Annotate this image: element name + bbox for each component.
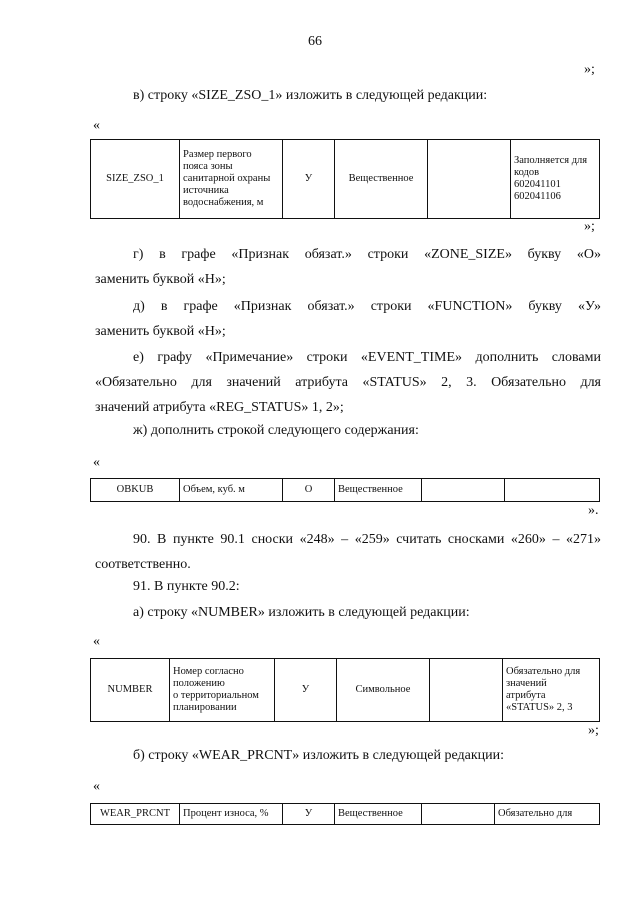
item-g: г) в графе «Признак обязат.» строки «ZONE_SIZE» букву «О» заменить буквой «Н»;: [95, 247, 601, 287]
cell-empty: [430, 659, 503, 722]
cell-empty: [422, 479, 505, 502]
cell-description: Объем, куб. м: [180, 479, 283, 502]
item-b-heading: б) строку «WEAR_PRCNT» изложить в следующей редакции:: [133, 748, 504, 763]
cell-empty: [422, 804, 495, 825]
cell-description: Номер согласно положению о территориальном планировании: [170, 659, 275, 722]
table-row: [91, 140, 600, 219]
cell-code: WEAR_PRCNT: [91, 804, 180, 825]
cell-required: У: [275, 659, 337, 722]
opening-quote: «: [93, 118, 100, 133]
cell-description: Размер первого пояса зоны санитарной охраны источника водоснабжения, м: [180, 140, 283, 219]
item-zh-heading: ж) дополнить строкой следующего содержания:: [133, 423, 419, 438]
table-row: [91, 659, 600, 722]
cell-type: Вещественное: [335, 804, 422, 825]
cell-note: Обязательно для: [495, 804, 600, 825]
closing-quote: »;: [584, 219, 595, 234]
closing-quote: »;: [584, 62, 595, 77]
table-size-zso: [90, 139, 600, 219]
table-row: [91, 479, 600, 502]
table-wear-prcnt: [90, 803, 600, 825]
opening-quote: «: [93, 455, 100, 470]
cell-type: Символьное: [337, 659, 430, 722]
cell-code: OBKUB: [91, 479, 180, 502]
cell-note: Обязательно для значений атрибута «STATUS» 2, 3: [503, 659, 600, 722]
item-a-heading: а) строку «NUMBER» изложить в следующей редакции:: [133, 605, 470, 620]
cell-code: SIZE_ZSO_1: [91, 140, 180, 219]
cell-required: У: [283, 804, 335, 825]
item-d: д) в графе «Признак обязат.» строки «FUNCTION» букву «У» заменить буквой «Н»;: [95, 299, 601, 339]
cell-required: У: [283, 140, 335, 219]
opening-quote: «: [93, 634, 100, 649]
closing-quote: ».: [588, 503, 599, 518]
cell-type: Вещественное: [335, 479, 422, 502]
item-v-heading: в) строку «SIZE_ZSO_1» изложить в следующей редакции:: [133, 88, 488, 103]
cell-description: Процент износа, %: [180, 804, 283, 825]
item-91-heading: 91. В пункте 90.2:: [133, 579, 240, 594]
cell-note: Заполняется для кодов 602041101 602041106: [511, 140, 600, 219]
item-90: 90. В пункте 90.1 сноски «248» – «259» считать сносками «260» – «271» соответственно.: [95, 532, 601, 572]
cell-note: [505, 479, 600, 502]
cell-type: Вещественное: [335, 140, 428, 219]
table-number: [90, 658, 600, 722]
item-e: е) графу «Примечание» строки «EVENT_TIME» дополнить словами «Обязательно для значений атрибута «STATUS» 2, 3. Обязательно для значений атрибута «REG_STATUS» 1, 2»;: [95, 350, 601, 415]
cell-required: О: [283, 479, 335, 502]
opening-quote: «: [93, 779, 100, 794]
page-number: 66: [308, 34, 322, 49]
table-row: [91, 804, 600, 825]
closing-quote: »;: [588, 723, 599, 738]
cell-empty: [428, 140, 511, 219]
table-obkub: [90, 478, 600, 502]
cell-code: NUMBER: [91, 659, 170, 722]
